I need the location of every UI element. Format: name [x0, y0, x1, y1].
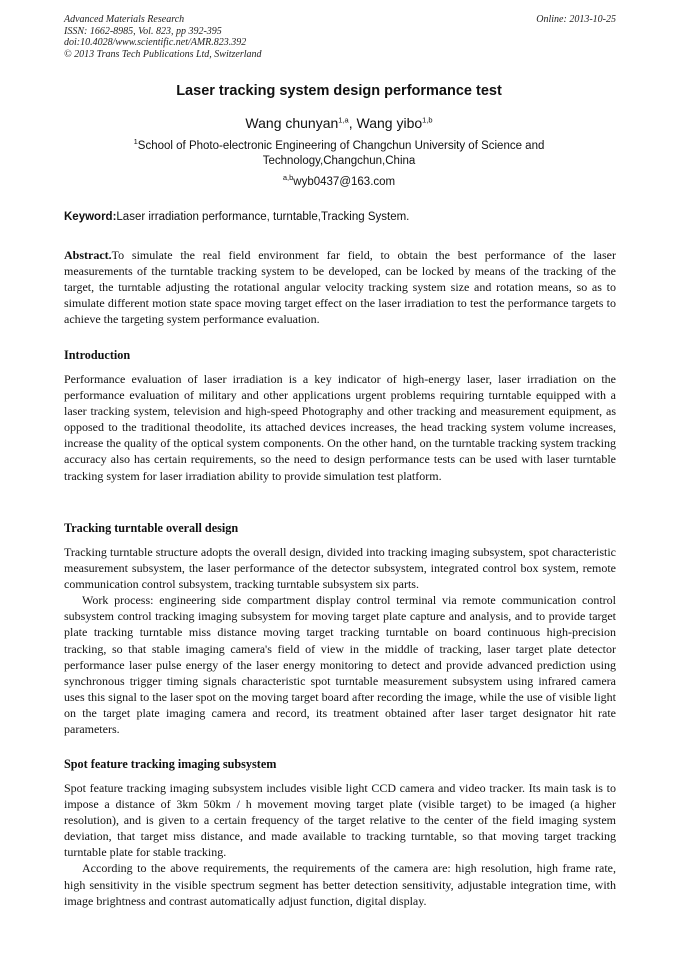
- affiliation-sup: 1: [133, 137, 138, 147]
- affiliation: [100, 139, 578, 169]
- author-1: Wang chunyan: [245, 115, 339, 131]
- abstract-label: Abstract.: [64, 248, 112, 262]
- keywords: [64, 211, 616, 223]
- doi-line: doi:10.4028/www.scientific.net/AMR.823.392: [64, 37, 247, 48]
- paper-title: Laser tracking system design performance test: [176, 83, 502, 99]
- heading-overall-design: Tracking turntable overall design: [64, 521, 239, 535]
- heading-introduction: Introduction: [64, 348, 131, 362]
- introduction-paragraph: Performance evaluation of laser irradiation is a key indicator of high-energy laser, laser irradiation on the performance evaluation of military and other applications urgent problems requiring turntable equipped with a laser tracking system, television and high-speed Photography and other tracking and measurement equipment, as opposed to the traditional theodolite, its attached devices increases, the head tracking system volume increases, increase the quality of the optical system components. On the other hand, on the turntable tracking system tracking accuracy also has certain requirements, so the need to design performance tests can be used with laser turntable tracking system for laser irradiation ability to provide simulation test platform.: [64, 372, 616, 483]
- author-2-sup: 1,b: [422, 115, 433, 125]
- spot-paragraph-2: According to the above requirements, the requirements of the camera are: high resolution, high frame rate, high sensitivity in the visible spectrum segment has better detection sensitivity, adjustable integration time, with image brightness and contrast automatically adjust function, digital display.: [64, 861, 616, 908]
- keyword-text: Laser irradiation performance, turntable,Tracking System.: [116, 211, 410, 223]
- spot-paragraph-1: Spot feature tracking imaging subsystem includes visible light CCD camera and video tracker. Its main task is to impose a distance of 3km 50km / h movement moving target plate (visible target) to be imaged (a higher resolution), and is given to a certain frequency of the target relative to the center of the field imaging system deviation, that target miss distance, and made available to tracking turntable, so that moving target tracking turntable plate for stable tracking.: [64, 781, 616, 860]
- overall-paragraph-1: Tracking turntable structure adopts the overall design, divided into tracking imaging subsystem, spot characteristic measurement subsystem, the laser performance of the detector subsystem, integrated control box system, remote communication control subsystem, tracking turntable subsystem six parts.: [64, 545, 616, 592]
- email-address: wyb0437@163.com: [293, 176, 396, 188]
- affiliation-text: School of Photo-electronic Engineering of Changchun University of Science and Technology,Changchun,China: [137, 140, 545, 167]
- online-date: Online: 2013-10-25: [536, 14, 616, 25]
- journal-name: Advanced Materials Research: [64, 14, 185, 25]
- email-sup: a,b: [282, 173, 294, 183]
- heading-spot-feature: Spot feature tracking imaging subsystem: [64, 757, 277, 771]
- spot-feature-body: [64, 780, 616, 909]
- overall-design-body: [64, 544, 616, 737]
- introduction-body: [64, 371, 616, 484]
- copyright-line: © 2013 Trans Tech Publications Ltd, Switzerland: [64, 48, 262, 60]
- overall-paragraph-2: Work process: engineering side compartment display control terminal via remote communication control subsystem control tracking imaging subsystem for moving target plate capture and analysis, and to provide target plate tracking turntable miss distance moving target tracking turntable on board continuous high-precision tracking, so that stable imaging camera's field of view in the middle of tracking, laser target plate detector performance laser pulse energy of the laser energy monitoring to detect and provide advanced prediction using synchronous trigger timing signals characteristic spot turntable measurement subsystem using infrared camera uses this signal to the laser spot on the moving target board after recording the image, while the use of visible light on the target plate imaging camera and record, its treatment obtained after laser target designator hit rate parameters.: [64, 593, 616, 737]
- abstract-text: To simulate the real field environment far field, to obtain the best performance of the laser measurements of the turntable tracking system to be developed, can be locked by means of the tracking of the target, the turntable adjusting the rotational angular velocity tracking system size and rotation means, so as to simulate different motion state space moving target effect on the laser irradiation to test the performance targets to achieve the targeting system performance evaluation.: [64, 248, 616, 327]
- email-line: [0, 173, 678, 188]
- journal-header: [64, 14, 616, 60]
- abstract: [64, 247, 616, 327]
- author-separator: ,: [348, 115, 357, 131]
- author-2: Wang yibo: [356, 115, 423, 131]
- issn-line: ISSN: 1662-8985, Vol. 823, pp 392-395: [64, 25, 222, 37]
- author-1-sup: 1,a: [338, 115, 349, 125]
- keyword-label: Keyword:: [64, 211, 117, 223]
- author-line: [0, 115, 678, 131]
